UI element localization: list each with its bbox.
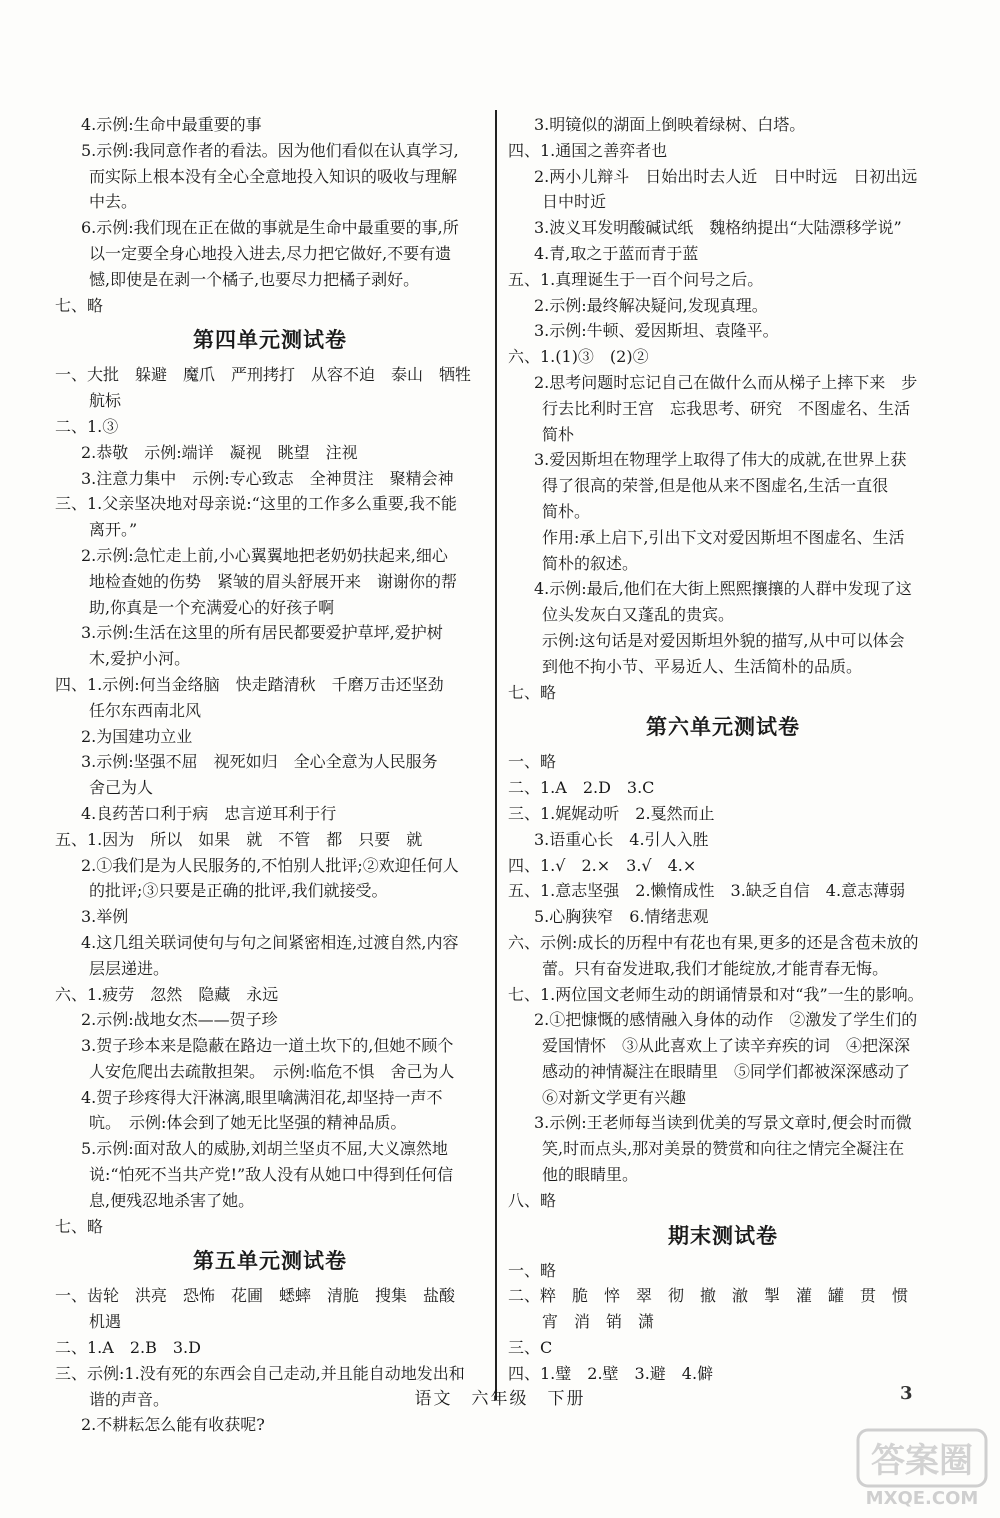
answer-line: 4.贺子珍疼得大汗淋漓,眼里噙满泪花,却坚持一声不 (81, 1087, 443, 1107)
answer-line: 三、1.娓娓动听 2.戛然而止 (508, 803, 715, 823)
section-heading: 期末测试卷 (668, 1222, 778, 1248)
answer-line: 而实际上根本没有全心全意地投入知识的吸收与理解 (89, 166, 458, 186)
answer-line: 七、略 (508, 682, 557, 702)
answer-line: 二、粹 脆 悴 翠 彻 撤 澈 掣 灌 罐 贯 惯 (508, 1286, 909, 1306)
section-heading: 第五单元测试卷 (193, 1248, 347, 1274)
answer-line: 中去。 (89, 192, 138, 212)
answer-line: 6.示例:我们现在正在做的事就是生命中最重要的事,所 (81, 218, 459, 238)
answer-line: 5.示例:我同意作者的看法。因为他们看似在认真学习, (81, 140, 459, 160)
answer-line: 位头发灰白又蓬乱的贵宾。 (542, 605, 735, 625)
watermark-logo (852, 1400, 992, 1512)
answer-line: 地检查她的伤势 紧皱的眉头舒展开来 谢谢你的帮 (89, 571, 458, 591)
answer-line: 七、略 (55, 295, 104, 315)
answer-line: 一、略 (508, 752, 557, 772)
answer-line: 七、略 (55, 1216, 104, 1236)
answer-line: 笑,时而点头,那对美景的赞赏和向往之情完全凝注在 (542, 1139, 905, 1159)
answer-line: 3.示例:王老师每当读到优美的写景文章时,便会时而微 (534, 1113, 912, 1133)
answer-line: 蕾。只有奋发进取,我们才能绽放,才能青春无悔。 (542, 958, 889, 978)
answer-line: 说:“怕死不当共产党!”敌人没有从她口中得到任何信 (89, 1165, 454, 1185)
answer-line: 3.爱因斯坦在物理学上取得了伟大的成就,在世界上获 (534, 450, 907, 470)
answer-line: 他的眼睛里。 (542, 1165, 639, 1185)
answer-line: 六、1.疲劳 忽然 隐藏 永远 (55, 984, 279, 1004)
answer-line: 宵 消 销 潇 (542, 1312, 655, 1332)
answer-line: 爱国情怀 ③从此喜欢上了读辛弃疾的词 ④把深深 (542, 1036, 911, 1056)
answer-line: 七、1.两位国文老师生动的朗诵情景和对“我”一生的影响。 (508, 984, 924, 1004)
answer-line: 离开。” (89, 520, 138, 540)
answer-line: 得了很高的荣誉,但是他从来不图虚名,生活一直很 (542, 476, 889, 496)
answer-line: 四、1.璧 2.壁 3.避 4.僻 (508, 1363, 714, 1383)
answer-line: 五、1.真理诞生于一百个问号之后。 (508, 269, 764, 289)
answer-line: 简朴的叙述。 (542, 553, 639, 573)
answer-line: 日中时近 (542, 192, 607, 212)
answer-line: 以一定要全身心地投入进去,尽力把它做好,不要有遗 (89, 243, 452, 263)
answer-line: 3.示例:生活在这里的所有居民都要爱护草坪,爱护树 (81, 623, 443, 643)
answer-line: 舍己为人 (89, 778, 154, 798)
section-heading: 第四单元测试卷 (193, 327, 347, 353)
answer-line: 2.恭敬 示例:端详 凝视 眺望 注视 (81, 442, 358, 462)
answer-line: 2.示例:最终解决疑问,发现真理。 (534, 295, 768, 315)
answer-line: 感动的神情凝注在眼睛里 ⑤同学们都被深深感动了 (542, 1061, 911, 1081)
answer-line: 四、1.通国之善弈者也 (508, 140, 668, 160)
answer-line: 5.示例:面对敌人的威胁,刘胡兰坚贞不屈,大义凛然地 (81, 1139, 448, 1159)
answer-line: 一、齿轮 洪亮 恐怖 花圃 蟋蟀 清脆 搜集 盐酸 (55, 1286, 456, 1306)
answer-line: 二、1.A 2.D 3.C (508, 778, 655, 798)
answer-line: 人安危爬出去疏散担架。 示例:临危不惧 舍己为人 (89, 1061, 455, 1081)
answer-line: 三、示例:1.没有死的东西会自己走动,并且能自动地发出和 (55, 1363, 465, 1383)
answer-line: 吭。 示例:体会到了她无比坚强的精神品质。 (89, 1113, 407, 1133)
answer-line: 2.示例:战地女杰——贺子珍 (81, 1010, 278, 1030)
right-column (508, 112, 938, 1387)
answer-line: 3.举例 (81, 907, 129, 927)
section-heading: 第六单元测试卷 (646, 714, 800, 740)
answer-line: 六、1.(1)③ (2)② (508, 347, 649, 367)
answer-line: 简朴。 (542, 501, 591, 521)
answer-line: 一、略 (508, 1260, 557, 1280)
answer-line: 2.示例:急忙走上前,小心翼翼地把老奶奶扶起来,细心 (81, 545, 448, 565)
answer-line: 行去比利时王宫 忘我思考、研究 不图虚名、生活 (542, 398, 911, 418)
answer-line: 4.这几组关联词使句与句之间紧密相连,过渡自然,内容 (81, 932, 459, 952)
answer-line: 五、1.意志坚强 2.懒惰成性 3.缺乏自信 4.意志薄弱 (508, 881, 906, 901)
answer-line: 二、1.③ (55, 416, 119, 436)
left-column (55, 112, 485, 1438)
answer-line: 到他不拘小节、平易近人、生活简朴的品质。 (542, 656, 863, 676)
answer-line: 五、1.因为 所以 如果 就 不管 都 只要 就 (55, 829, 423, 849)
answer-line: 四、1.示例:何当金络脑 快走踏清秋 千磨万击还坚劲 (55, 674, 444, 694)
column-divider (495, 110, 497, 1400)
answer-line: 六、示例:成长的历程中有花也有果,更多的还是含苞未放的 (508, 932, 919, 952)
answer-line: 一、大批 躲避 魔爪 严刑拷打 从容不迫 泰山 牺牲 (55, 365, 472, 385)
answer-line: 航标 (89, 391, 122, 411)
answer-line: 息,便残忍地杀害了她。 (89, 1190, 255, 1210)
answer-line: 3.明镜似的湖面上倒映着绿树、白塔。 (534, 115, 806, 134)
answer-line: 助,你真是一个充满爱心的好孩子啊 (89, 597, 335, 617)
answer-line: 层层递进。 (89, 958, 170, 978)
answer-line: 谐的声音。 (89, 1389, 170, 1409)
answer-line: 任尔东西南北风 (89, 700, 202, 720)
answer-line: 2.两小儿辩斗 日始出时去人近 日中时远 日初出远 (534, 166, 918, 186)
answer-line: 2.为国建功立业 (81, 726, 193, 746)
svg-text:MXQE.COM: MXQE.COM (865, 1488, 979, 1509)
answer-line: 3.示例:坚强不屈 视死如归 全心全意为人民服务 (81, 752, 438, 772)
answer-line: 3.贺子珍本来是隐蔽在路边一道土坎下的,但她不顾个 (81, 1036, 454, 1056)
answer-line: 4.良药苦口利于病 忠言逆耳利于行 (81, 803, 337, 823)
answer-line: 2.①我们是为人民服务的,不怕别人批评;②欢迎任何人 (81, 855, 459, 875)
answer-line: 4.示例:最后,他们在大街上熙熙攘攘的人群中发现了这 (534, 579, 912, 599)
answer-line: 木,爱护小河。 (89, 649, 191, 669)
page-footer: 语文 六年级 下册 (414, 1389, 586, 1409)
answer-line: 二、1.A 2.B 3.D (55, 1338, 201, 1358)
answer-line: 的批评;③只要是正确的批评,我们就接受。 (89, 881, 388, 901)
answer-line: 简朴 (542, 424, 575, 444)
answer-line: 作用:承上启下,引出下文对爱因斯坦不图虚名、生活 (542, 527, 905, 547)
answer-line: 3.波义耳发明酸碱试纸 魏格纳提出“大陆漂移学说” (534, 218, 902, 238)
answer-line: 4.青,取之于蓝而青于蓝 (534, 243, 699, 263)
answer-line: 三、C (508, 1338, 553, 1358)
answer-line: 5.心胸狭窄 6.情绪悲观 (534, 907, 709, 927)
answer-line: 2.①把慷慨的感情融入身体的动作 ②激发了学生们的 (534, 1010, 918, 1030)
answer-line: 3.示例:牛顿、爱因斯坦、袁隆平。 (534, 321, 779, 341)
answer-line: 3.语重心长 4.引人入胜 (534, 829, 709, 849)
answer-line: 机遇 (89, 1312, 122, 1332)
answer-line: 3.注意力集中 示例:专心致志 全神贯注 聚精会神 (81, 468, 454, 488)
answer-line: 憾,即使是在剥一个橘子,也要尽力把橘子剥好。 (89, 269, 420, 289)
answer-line: 三、1.父亲坚决地对母亲说:“这里的工作多么重要,我不能 (55, 494, 457, 514)
answer-line: 四、1.√ 2.× 3.√ 4.× (508, 855, 697, 875)
answer-line: 八、略 (508, 1190, 557, 1210)
answer-line: 4.示例:生命中最重要的事 (81, 115, 262, 134)
answer-line: 2.思考问题时忘记自己在做什么而从梯子上摔下来 步 (534, 372, 918, 392)
svg-text:答案圈: 答案圈 (871, 1441, 973, 1481)
answer-line: 2.不耕耘怎么能有收获呢? (81, 1415, 265, 1435)
answer-line: 示例:这句话是对爱因斯坦外貌的描写,从中可以体会 (542, 630, 905, 650)
page-number: 3 (900, 1383, 913, 1404)
answer-line: ⑥对新文学更有兴趣 (542, 1087, 687, 1107)
